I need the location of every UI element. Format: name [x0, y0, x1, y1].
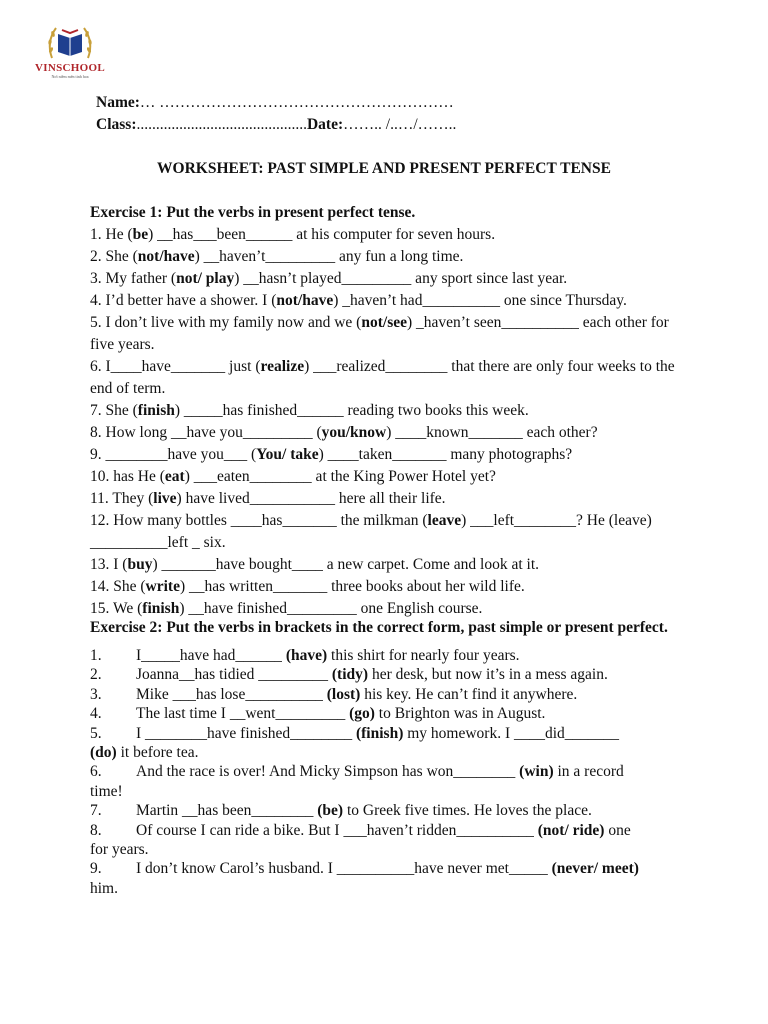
item-fragment: this shirt for nearly four years. — [327, 647, 520, 664]
item-number: 3. — [90, 685, 102, 703]
verb-prompt: not/see — [361, 314, 407, 331]
item-number: 4. — [90, 705, 102, 723]
verb-prompt: (lost) — [326, 685, 361, 703]
item-number: 9. — [90, 860, 102, 878]
item-fragment: in a record — [553, 763, 624, 781]
exercise-1-heading: Exercise 1: Put the verbs in present perfect tense. — [90, 204, 416, 221]
item-fragment: to Greek five times. He loves the place. — [343, 802, 592, 820]
item-text: ) ___realized________ that there are only four weeks to the end of term. — [90, 358, 675, 397]
verb-prompt: realize — [260, 358, 305, 375]
item-fragment: And the race is over! And Micky Simpson has won________ — [136, 763, 520, 781]
item-text: 11. They ( — [90, 490, 154, 507]
item-text: ) __have finished_________ one English course. — [179, 600, 483, 617]
verb-prompt: (win) — [519, 763, 554, 781]
verb-prompt: (never/ meet) — [551, 860, 639, 878]
exercise-1-item — [90, 598, 680, 620]
item-fragment: one — [604, 821, 631, 839]
item-text — [136, 665, 680, 684]
item-text — [136, 821, 680, 840]
class-date-line — [96, 116, 456, 134]
item-text: 5. I don’t live with my family now and we ( — [90, 314, 362, 331]
exercise-1-item — [90, 268, 680, 290]
exercise-2-item — [90, 685, 680, 704]
item-text: 7. She ( — [90, 402, 138, 419]
exercise-1-item — [90, 246, 680, 268]
item-text: ) _____has finished______ reading two books this week. — [174, 402, 529, 419]
item-text: 14. She ( — [90, 578, 146, 595]
exercise-2-item — [90, 821, 680, 840]
item-text: 6. I____have_______ just ( — [90, 358, 261, 375]
exercise-2-item — [90, 762, 680, 781]
item-number: 2. — [90, 666, 102, 684]
verb-prompt: not/have — [137, 248, 195, 265]
item-text: 13. I ( — [90, 556, 128, 573]
exercise-2-item — [90, 724, 680, 743]
item-text: ) _______have bought____ a new carpet. Come and look at it. — [152, 556, 539, 573]
item-fragment: her desk, but now it’s in a mess again. — [368, 666, 608, 684]
item-text: ) ____taken_______ many photographs? — [318, 446, 573, 463]
item-text: 1. He ( — [90, 226, 133, 243]
exercise-1 — [90, 202, 680, 620]
item-fragment: Joanna__has tidied _________ — [136, 666, 332, 684]
item-continuation: him. — [90, 879, 118, 897]
exercise-2-heading: Exercise 2: Put the verbs in brackets in the correct form, past simple or present perfect. — [90, 619, 668, 636]
verb-prompt: write — [145, 578, 180, 595]
exercise-2-item — [90, 801, 680, 820]
laurel-book-icon — [42, 20, 98, 64]
item-text — [136, 704, 680, 723]
item-text: 15. We ( — [90, 600, 143, 617]
item-fragment: I don’t know Carol’s husband. I __________have never met_____ — [136, 860, 552, 878]
exercise-1-item — [90, 312, 680, 356]
item-text: ) __haven’t_________ any fun a long time. — [194, 248, 464, 265]
item-text: 10. has He ( — [90, 468, 165, 485]
item-text: 9. ________have you___ ( — [90, 446, 257, 463]
item-fragment: Mike ___has lose__________ — [136, 685, 327, 703]
exercise-2-item — [90, 646, 680, 665]
exercise-1-list — [90, 224, 680, 620]
item-fragment: my homework. I ____did_______ — [403, 724, 620, 742]
item-continuation: time! — [90, 782, 123, 800]
verb-prompt: (finish) — [355, 724, 404, 742]
verb-prompt: you/know — [321, 424, 387, 441]
item-number: 7. — [90, 802, 102, 820]
item-continuation — [90, 743, 680, 762]
item-number: 8. — [90, 821, 102, 839]
verb-prompt: finish — [142, 600, 180, 617]
item-text — [136, 685, 680, 704]
verb-prompt: (have) — [285, 647, 328, 664]
exercise-1-item — [90, 554, 680, 576]
item-continuation: for years. — [90, 841, 149, 859]
item-text — [136, 801, 680, 820]
verb-prompt: not/have — [276, 292, 334, 309]
item-number: 6. — [90, 763, 102, 781]
exercise-1-item — [90, 510, 680, 554]
exercise-2-list — [90, 646, 680, 898]
verb-prompt: (not/ ride) — [537, 821, 605, 839]
item-text: ) __hasn’t played_________ any sport since last year. — [234, 270, 568, 287]
item-text: ) _haven’t had__________ one since Thursday. — [333, 292, 627, 309]
item-number: 1. — [90, 647, 102, 664]
verb-prompt: (do) — [90, 744, 117, 762]
item-fragment: Martin __has been________ — [136, 802, 318, 820]
item-text: ) have lived___________ here all their life. — [176, 490, 446, 507]
verb-prompt: buy — [127, 556, 153, 573]
item-fragment: I ________have finished________ — [136, 724, 356, 742]
item-text: ) ____known_______ each other? — [386, 424, 598, 441]
verb-prompt: eat — [164, 468, 185, 485]
item-fragment: his key. He can’t find it anywhere. — [360, 685, 578, 703]
verb-prompt: finish — [137, 402, 175, 419]
item-text: ) ___eaten________ at the King Power Hotel yet? — [184, 468, 496, 485]
item-fragment: Of course I can ride a bike. But I ___haven’t ridden__________ — [136, 821, 538, 839]
item-text: 2. She ( — [90, 248, 138, 265]
item-text — [136, 646, 680, 665]
exercise-1-item — [90, 400, 680, 422]
verb-prompt: (tidy) — [331, 666, 369, 684]
school-logo — [34, 20, 106, 79]
exercise-2-item — [90, 704, 680, 723]
item-fragment: I_____have had______ — [136, 647, 286, 664]
item-text — [136, 724, 680, 743]
logo-text: VINSCHOOL — [35, 62, 105, 74]
verb-prompt: (be) — [317, 802, 344, 820]
item-fragment: it before tea. — [116, 744, 199, 762]
worksheet-title: WORKSHEET: PAST SIMPLE AND PRESENT PERFECT TENSE — [157, 160, 611, 177]
date-label: Date: — [306, 116, 344, 133]
verb-prompt: live — [153, 490, 177, 507]
item-fragment: to Brighton was in August. — [374, 705, 546, 723]
exercise-2 — [90, 618, 680, 898]
exercise-2-item — [90, 665, 680, 684]
name-field-line — [96, 94, 454, 112]
verb-prompt: not/ play — [176, 270, 235, 287]
logo-tagline: Nơi niềm mến tinh hoa — [51, 74, 89, 79]
item-text: 4. I’d better have a shower. I ( — [90, 292, 277, 309]
name-blank: … ………………………………………………… — [139, 94, 454, 111]
exercise-1-item — [90, 466, 680, 488]
item-text: ) __has___been______ at his computer for seven hours. — [148, 226, 496, 243]
name-label: Name: — [96, 94, 140, 111]
exercise-1-item — [90, 290, 680, 312]
date-blank: …….. /..…/…….. — [343, 116, 457, 133]
item-text: ) _haven’t seen__________ each other for five years. — [90, 314, 669, 353]
exercise-1-item — [90, 444, 680, 466]
verb-prompt: be — [132, 226, 149, 243]
item-text: 8. How long __have you_________ ( — [90, 424, 322, 441]
exercise-1-item — [90, 576, 680, 598]
class-label: Class: — [96, 116, 137, 133]
item-text: ) __has written_______ three books about her wild life. — [179, 578, 525, 595]
item-number: 5. — [90, 724, 102, 742]
item-text: 12. How many bottles ____has_______ the milkman ( — [90, 512, 428, 529]
item-text: ) ___left________? He (leave) __________left _ six. — [90, 512, 652, 551]
verb-prompt: You/ take — [256, 446, 319, 463]
item-fragment: The last time I __went_________ — [136, 705, 350, 723]
verb-prompt: (go) — [349, 705, 375, 723]
verb-prompt: leave — [427, 512, 462, 529]
exercise-1-item — [90, 356, 680, 400]
item-text — [136, 762, 680, 781]
exercise-1-item — [90, 488, 680, 510]
item-text: 3. My father ( — [90, 270, 177, 287]
item-text — [136, 859, 680, 878]
exercise-2-item — [90, 859, 680, 878]
exercise-1-item — [90, 224, 680, 246]
class-blank: ............................................ — [136, 116, 307, 133]
exercise-1-item — [90, 422, 680, 444]
